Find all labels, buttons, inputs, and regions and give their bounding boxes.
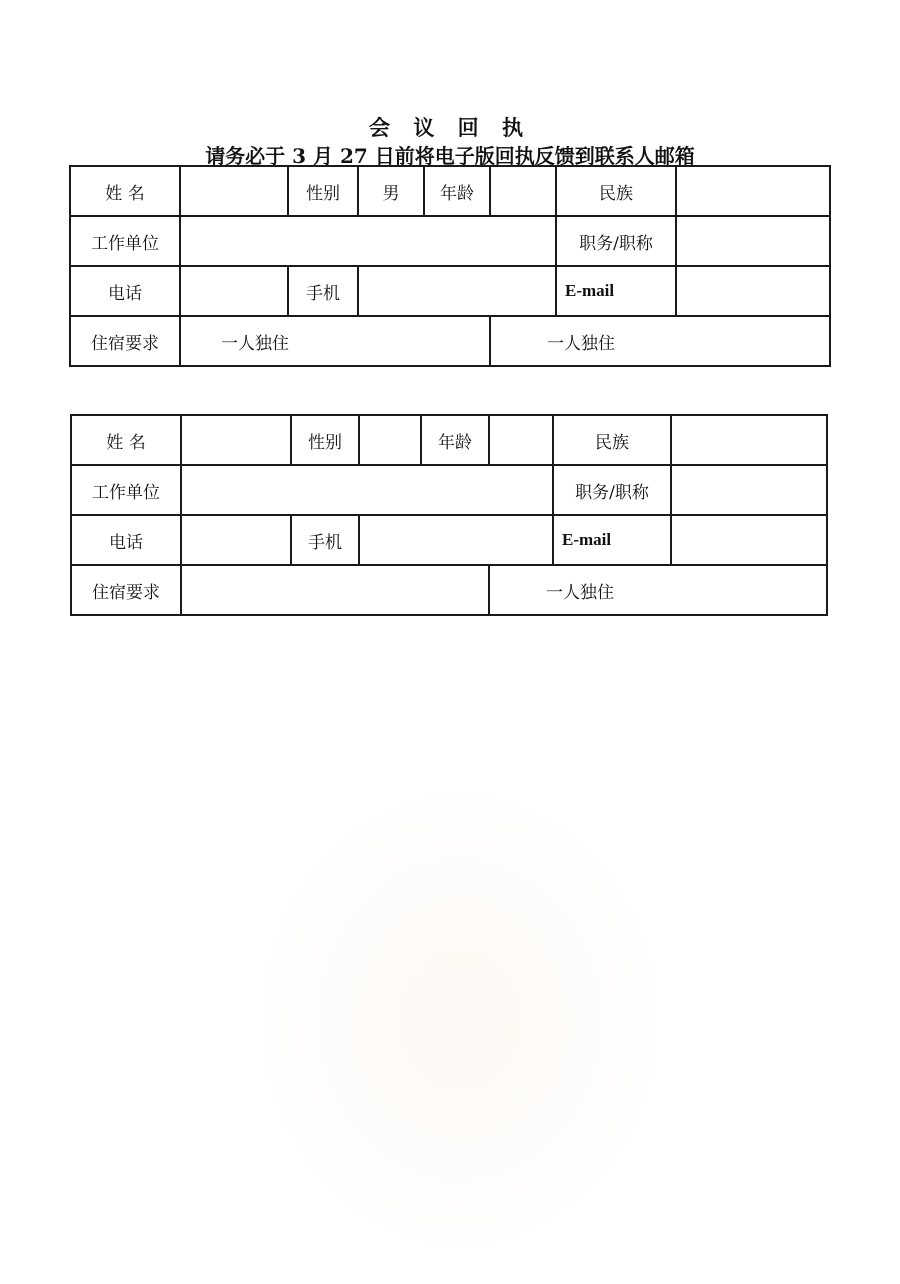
email-label: E-mail	[553, 515, 671, 565]
accommodation-option-2[interactable]: 一人独住	[490, 316, 830, 366]
age-label: 年龄	[421, 415, 489, 465]
phone-field[interactable]	[180, 266, 288, 316]
gender-label: 性别	[288, 166, 358, 216]
form-row-work-unit	[70, 216, 830, 266]
work-unit-label: 工作单位	[70, 216, 180, 266]
form-row-phone	[71, 515, 827, 565]
position-title-field[interactable]	[671, 465, 827, 515]
name-label: 姓 名	[70, 166, 180, 216]
ethnicity-field[interactable]	[671, 415, 827, 465]
form-row-name	[70, 166, 830, 216]
mobile-field[interactable]	[359, 515, 553, 565]
mobile-label: 手机	[288, 266, 358, 316]
mobile-field[interactable]	[358, 266, 556, 316]
accommodation-option-1[interactable]	[181, 565, 489, 615]
gender-label: 性别	[291, 415, 359, 465]
form-row-work-unit	[71, 465, 827, 515]
receipt-form-1	[69, 165, 831, 367]
scan-tint	[250, 780, 670, 1260]
document-title: 会 议 回 执	[369, 115, 531, 140]
document-subtitle: 请务必于 3 月 27 日前将电子版回执反馈到联系人邮箱	[205, 144, 695, 168]
form-row-name	[71, 415, 827, 465]
phone-field[interactable]	[181, 515, 291, 565]
phone-label: 电话	[70, 266, 180, 316]
ethnicity-field[interactable]	[676, 166, 830, 216]
gender-field[interactable]: 男	[358, 166, 424, 216]
position-title-label: 职务/职称	[553, 465, 671, 515]
form-row-accommodation	[71, 565, 827, 615]
work-unit-field[interactable]	[180, 216, 556, 266]
receipt-form-2	[70, 414, 828, 616]
email-label: E-mail	[556, 266, 676, 316]
accommodation-label: 住宿要求	[70, 316, 180, 366]
accommodation-option-1[interactable]: 一人独住	[180, 316, 490, 366]
email-field[interactable]	[676, 266, 830, 316]
accommodation-option-2[interactable]: 一人独住	[489, 565, 827, 615]
form-row-phone	[70, 266, 830, 316]
work-unit-field[interactable]	[181, 465, 553, 515]
name-label: 姓 名	[71, 415, 181, 465]
age-label: 年龄	[424, 166, 490, 216]
name-field[interactable]	[181, 415, 291, 465]
position-title-field[interactable]	[676, 216, 830, 266]
accommodation-label: 住宿要求	[71, 565, 181, 615]
age-field[interactable]	[489, 415, 553, 465]
ethnicity-label: 民族	[553, 415, 671, 465]
email-field[interactable]	[671, 515, 827, 565]
age-field[interactable]	[490, 166, 556, 216]
form-row-accommodation	[70, 316, 830, 366]
ethnicity-label: 民族	[556, 166, 676, 216]
position-title-label: 职务/职称	[556, 216, 676, 266]
work-unit-label: 工作单位	[71, 465, 181, 515]
phone-label: 电话	[71, 515, 181, 565]
name-field[interactable]	[180, 166, 288, 216]
gender-field[interactable]	[359, 415, 421, 465]
mobile-label: 手机	[291, 515, 359, 565]
